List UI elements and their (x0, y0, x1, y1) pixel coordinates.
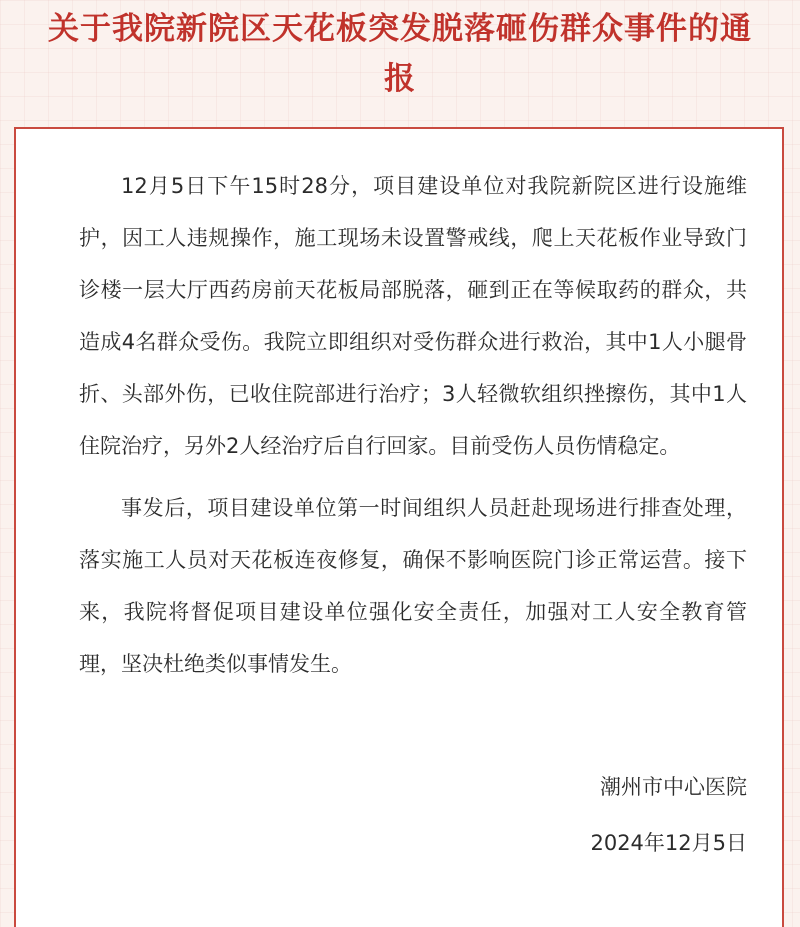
signature-organization: 潮州市中心医院 (600, 775, 747, 799)
notice-paragraph-2: 事发后，项目建设单位第一时间组织人员赶赴现场进行排查处理，落实施工人员对天花板连夜修复，确保不影响医院门诊正常运营。接下来，我院将督促项目建设单位强化安全责任，加强对工人安全教育管理，坚决杜绝类似事情发生。 (79, 496, 747, 676)
notice-title: 关于我院新院区天花板突发脱落砸伤群众事件的通报 (48, 11, 752, 97)
notice-body (79, 160, 747, 690)
signature-date: 2024年12月5日 (590, 831, 747, 855)
notice-paragraph-1: 12月5日下午15时28分，项目建设单位对我院新院区进行设施维护，因工人违规操作，施工现场未设置警戒线，爬上天花板作业导致门诊楼一层大厅西药房前天花板局部脱落，砸到正在等候取药的群众，共造成4名群众受伤。我院立即组织对受伤群众进行救治，其中1人小腿骨折、头部外伤，已收住院部进行治疗；3人轻微软组织挫擦伤，其中1人住院治疗，另外2人经治疗后自行回家。目前受伤人员伤情稳定。 (79, 174, 747, 458)
